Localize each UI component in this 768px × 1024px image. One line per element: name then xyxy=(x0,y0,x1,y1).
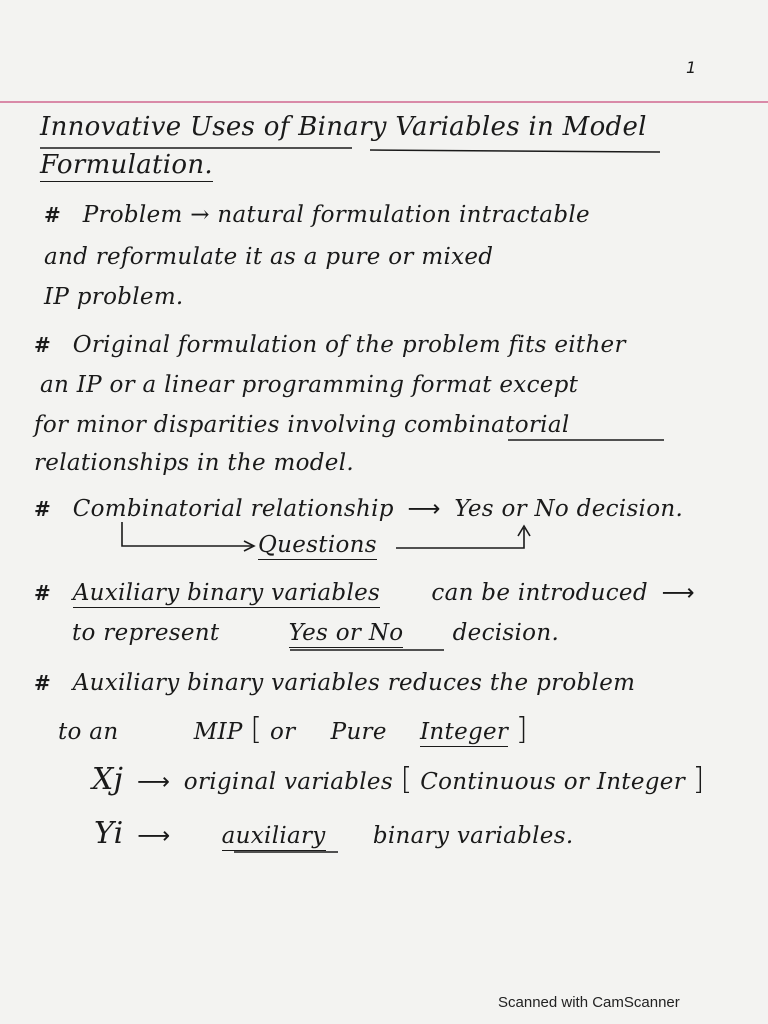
auxiliary-2-text-d: Pure xyxy=(330,719,387,745)
variable-x-detail: Continuous or Integer xyxy=(420,769,685,795)
auxiliary-2-text-a: to an xyxy=(58,719,119,745)
auxiliary-2-text-b: MIP xyxy=(193,719,243,745)
scanner-watermark: Scanned with CamScanner xyxy=(498,994,680,1011)
auxiliary-1-text-b: can be introduced xyxy=(431,580,648,606)
point-1-bullet: # xyxy=(44,203,62,227)
combinatorial-left: Combinatorial relationship xyxy=(72,496,394,522)
auxiliary-2-text-c: or xyxy=(269,719,296,745)
right-arrow-icon: ⟶ xyxy=(407,496,441,522)
point-1-text-2: and reformulate it as a pure or mixed xyxy=(44,244,494,270)
auxiliary-1-text-d: Yes or No xyxy=(288,620,404,646)
point-2-text-1: Original formulation of the problem fits either xyxy=(72,332,626,358)
right-bracket-icon: ] xyxy=(692,762,705,797)
point-1-text-1: Problem → natural formulation intractable xyxy=(82,202,590,228)
point-2-text-4: relationships in the model. xyxy=(34,450,354,476)
auxiliary-1-text-a: Auxiliary binary variables xyxy=(72,580,381,606)
point-2-text-2: an IP or a linear programming format except xyxy=(40,372,579,398)
title-text-2: Formulation. xyxy=(40,150,213,180)
auxiliary-2-bullet: # xyxy=(34,671,52,695)
auxiliary-1-text-e: decision. xyxy=(452,620,560,646)
title-text-1: Innovative Uses of Binary Variables in Model xyxy=(40,112,647,142)
variable-y-desc: auxiliary xyxy=(221,823,326,849)
variable-x-symbol: Xj xyxy=(92,762,124,797)
left-bracket-icon: [ xyxy=(250,712,263,747)
questions-return-line xyxy=(396,528,524,548)
variable-y-detail: binary variables. xyxy=(372,823,574,849)
right-arrow-icon: ⟶ xyxy=(661,580,695,606)
point-2-text-3: for minor disparities involving combinatorial xyxy=(34,412,570,438)
title-underline-2 xyxy=(370,150,660,152)
left-bracket-icon: [ xyxy=(400,762,413,797)
auxiliary-1-text-c: to represent xyxy=(72,620,220,646)
variable-x-desc: original variables xyxy=(183,769,393,795)
questions-label: Questions xyxy=(258,532,377,558)
combinatorial-bullet: # xyxy=(34,497,52,521)
auxiliary-1-bullet: # xyxy=(34,581,52,605)
right-arrow-icon: ⟶ xyxy=(136,769,171,795)
right-arrow-icon: ⟶ xyxy=(137,823,171,849)
variable-y-symbol: Yi xyxy=(94,816,124,851)
auxiliary-2-text-e: Integer xyxy=(420,719,509,745)
point-2-bullet: # xyxy=(34,333,52,357)
point-1-text-3: IP problem. xyxy=(44,284,184,310)
questions-bracket-line xyxy=(122,522,252,546)
right-bracket-icon: ] xyxy=(515,712,528,747)
auxiliary-2-text-1: Auxiliary binary variables reduces the problem xyxy=(72,670,636,696)
page-number: 1 xyxy=(686,58,697,77)
combinatorial-right: Yes or No decision. xyxy=(454,496,684,522)
